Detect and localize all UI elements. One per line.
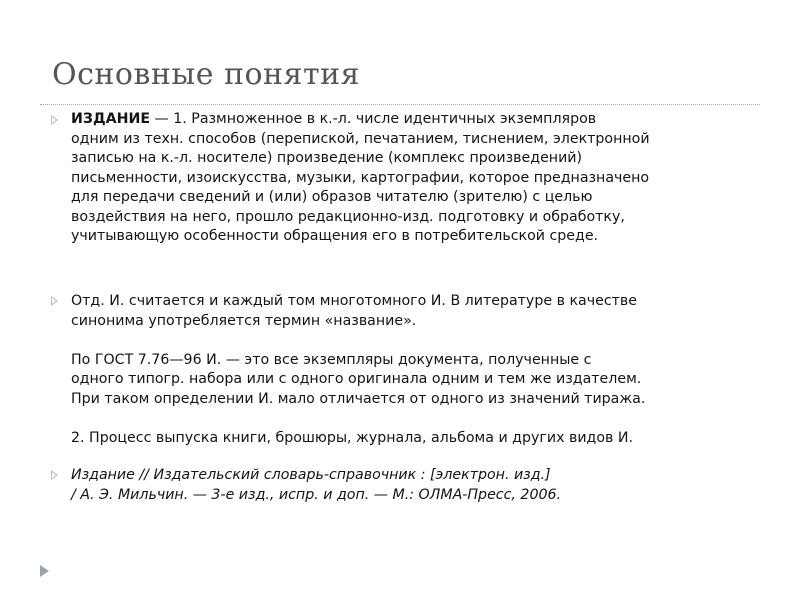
text-line: Издание // Издательский словарь-справочник : [электрон. изд.] [71,467,551,483]
next-arrow-icon[interactable] [40,565,49,577]
text-line: записью на к.-л. носителе) произведение (комплекс произведений) [71,150,583,166]
title-divider [40,104,760,105]
text-line: По ГОСТ 7.76—96 И. — это все экземпляры документа, полученные с [71,351,592,368]
text-line: одного типогр. набора или с одного оригинала одним и тем же издателем. [71,371,642,387]
triangle-bullet-icon [51,115,58,125]
explanation-paragraph [71,292,766,448]
triangle-bullet-icon [51,296,58,306]
triangle-bullet-icon [51,470,58,480]
text-line: При таком определении И. мало отличается от одного из значений тиража. [71,390,646,407]
text-line: Отд. И. считается и каждый том многотомного И. В литературе в качестве [71,293,637,309]
slide-title: Основные понятия [52,57,360,92]
text-line: 2. Процесс выпуска книги, брошюры, журнала, альбома и других видов И. [71,429,634,446]
line-text: — 1. Размноженное в к.-л. числе идентичных экземпляров [150,111,597,127]
blank-line [71,331,766,351]
text-line [71,110,766,130]
text-line: / А. Э. Мильчин. — 3-е изд., испр. и доп. — М.: ОЛМА-Пресс, 2006. [71,486,562,503]
text-line: одним из техн. способов (перепиской, печатанием, тиснением, электронной [71,130,650,147]
definition-paragraph [71,110,766,247]
text-line: письменности, изоискусства, музыки, картографии, которое предназначено [71,169,650,186]
text-line: учитывающую особенности обращения его в потребительской среде. [71,228,599,244]
text-line: воздействия на него, прошло редакционно-изд. подготовку и обработку, [71,208,625,225]
text-line: для передачи сведений и (или) образов читателю (зрителю) с целью [71,189,593,205]
citation-paragraph [71,466,766,505]
blank-line [71,409,766,429]
text-line: синонима употребляется термин «название». [71,312,417,329]
term-izdanie: ИЗДАНИЕ [71,111,151,127]
